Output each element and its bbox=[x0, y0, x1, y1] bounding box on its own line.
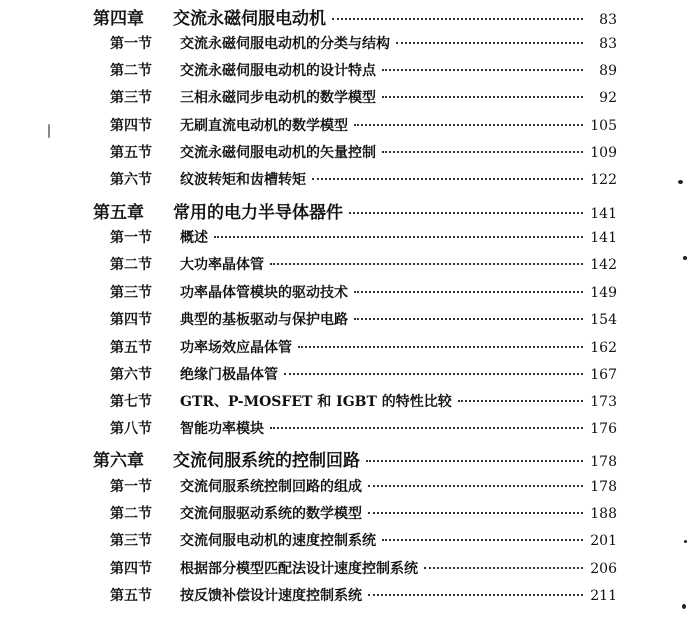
scan-speck bbox=[683, 256, 687, 260]
section-title: 三相永磁同步电动机的数学模型 bbox=[180, 90, 376, 106]
page-number: 141 bbox=[590, 230, 617, 246]
page-number: 154 bbox=[590, 312, 617, 328]
scan-speck bbox=[684, 540, 687, 543]
scan-speck bbox=[48, 124, 50, 138]
dot-leader bbox=[382, 69, 583, 71]
section-label: 第一节 bbox=[110, 36, 152, 52]
page-number: 142 bbox=[590, 257, 617, 273]
section-label: 第三节 bbox=[110, 285, 152, 301]
dot-leader bbox=[458, 400, 583, 402]
dot-leader bbox=[332, 18, 583, 20]
section-title: 根据部分模型匹配法设计速度控制系统 bbox=[180, 561, 418, 577]
section-label: 第五节 bbox=[110, 588, 152, 604]
page-number: 178 bbox=[590, 454, 617, 470]
dot-leader bbox=[284, 373, 583, 375]
section-entry bbox=[110, 530, 617, 550]
page-number: 167 bbox=[590, 367, 617, 383]
chapter-title: 常用的电力半导体器件 bbox=[173, 203, 343, 223]
dot-leader bbox=[382, 96, 583, 98]
section-title: 功率晶体管模块的驱动技术 bbox=[180, 285, 348, 301]
section-title: 按反馈补偿设计速度控制系统 bbox=[180, 588, 362, 604]
section-label: 第三节 bbox=[110, 533, 152, 549]
section-entry bbox=[110, 115, 617, 135]
dot-leader bbox=[396, 42, 583, 44]
page-number: 122 bbox=[590, 172, 617, 188]
section-entry bbox=[110, 364, 617, 384]
section-title: 纹波转矩和齿槽转矩 bbox=[180, 172, 306, 188]
page-number: 211 bbox=[590, 588, 617, 604]
scan-speck bbox=[682, 604, 686, 609]
dot-leader bbox=[424, 567, 583, 569]
section-label: 第一节 bbox=[110, 230, 152, 246]
section-label: 第一节 bbox=[110, 479, 152, 495]
section-title: 交流伺服电动机的速度控制系统 bbox=[180, 533, 376, 549]
section-title: 交流伺服驱动系统的数学模型 bbox=[180, 506, 362, 522]
section-label: 第二节 bbox=[110, 257, 152, 273]
section-entry bbox=[110, 418, 617, 438]
page-number: 105 bbox=[590, 118, 617, 134]
page-number: 141 bbox=[590, 206, 617, 222]
section-title: 智能功率模块 bbox=[180, 421, 264, 437]
section-label: 第二节 bbox=[110, 63, 152, 79]
section-entry bbox=[110, 254, 617, 274]
section-label: 第四节 bbox=[110, 312, 152, 328]
section-entry bbox=[110, 87, 617, 107]
section-entry bbox=[110, 585, 617, 605]
section-entry bbox=[110, 169, 617, 189]
section-label: 第四节 bbox=[110, 561, 152, 577]
section-entry bbox=[110, 476, 617, 496]
dot-leader bbox=[214, 236, 583, 238]
dot-leader bbox=[349, 212, 583, 214]
section-title: 概述 bbox=[180, 230, 208, 246]
chapter-label: 第六章 bbox=[93, 451, 144, 471]
section-label: 第六节 bbox=[110, 172, 152, 188]
dot-leader bbox=[368, 485, 583, 487]
page-number: 173 bbox=[590, 394, 617, 410]
section-title: 功率场效应晶体管 bbox=[180, 340, 292, 356]
section-title: 无刷直流电动机的数学模型 bbox=[180, 118, 348, 134]
dot-leader bbox=[298, 346, 583, 348]
chapter-label: 第五章 bbox=[93, 203, 144, 223]
section-label: 第五节 bbox=[110, 145, 152, 161]
section-label: 第八节 bbox=[110, 421, 152, 437]
chapter-title: 交流伺服系统的控制回路 bbox=[173, 451, 360, 471]
section-label: 第三节 bbox=[110, 90, 152, 106]
chapter-heading bbox=[93, 198, 617, 223]
scan-speck bbox=[678, 180, 683, 184]
section-entry bbox=[110, 558, 617, 578]
page-number: 201 bbox=[590, 533, 617, 549]
dot-leader bbox=[312, 178, 583, 180]
section-entry bbox=[110, 33, 617, 53]
section-entry bbox=[110, 503, 617, 523]
section-label: 第七节 bbox=[110, 394, 152, 410]
page-number: 83 bbox=[599, 12, 617, 28]
section-entry bbox=[110, 142, 617, 162]
section-label: 第五节 bbox=[110, 340, 152, 356]
section-title: 交流永磁伺服电动机的矢量控制 bbox=[180, 145, 376, 161]
dot-leader bbox=[368, 594, 583, 596]
chapter-heading bbox=[93, 4, 617, 29]
dot-leader bbox=[270, 263, 583, 265]
page-number: 83 bbox=[599, 36, 617, 52]
page-number: 109 bbox=[590, 145, 617, 161]
section-label: 第六节 bbox=[110, 367, 152, 383]
dot-leader bbox=[382, 539, 583, 541]
section-title: 交流永磁伺服电动机的设计特点 bbox=[180, 63, 376, 79]
dot-leader bbox=[366, 460, 583, 462]
page-number: 176 bbox=[590, 421, 617, 437]
dot-leader bbox=[354, 318, 583, 320]
section-title: 交流永磁伺服电动机的分类与结构 bbox=[180, 36, 390, 52]
dot-leader bbox=[368, 512, 583, 514]
dot-leader bbox=[270, 427, 583, 429]
section-label: 第二节 bbox=[110, 506, 152, 522]
chapter-heading bbox=[93, 446, 617, 471]
dot-leader bbox=[382, 151, 583, 153]
page-number: 162 bbox=[590, 340, 617, 356]
section-entry bbox=[110, 309, 617, 329]
section-title: 典型的基板驱动与保护电路 bbox=[180, 312, 348, 328]
section-entry bbox=[110, 391, 617, 411]
page-number: 206 bbox=[590, 561, 617, 577]
section-title: 大功率晶体管 bbox=[180, 257, 264, 273]
section-title: 交流伺服系统控制回路的组成 bbox=[180, 479, 362, 495]
chapter-title: 交流永磁伺服电动机 bbox=[173, 9, 326, 29]
section-entry bbox=[110, 337, 617, 357]
section-title: 绝缘门极晶体管 bbox=[180, 367, 278, 383]
section-label: 第四节 bbox=[110, 118, 152, 134]
chapter-label: 第四章 bbox=[93, 9, 144, 29]
section-entry bbox=[110, 60, 617, 80]
page-number: 149 bbox=[590, 285, 617, 301]
dot-leader bbox=[354, 124, 583, 126]
page-number: 188 bbox=[590, 506, 617, 522]
section-entry bbox=[110, 227, 617, 247]
page-number: 178 bbox=[590, 479, 617, 495]
page-number: 89 bbox=[599, 63, 617, 79]
section-entry bbox=[110, 282, 617, 302]
page-number: 92 bbox=[599, 90, 617, 106]
section-title: GTR、P-MOSFET 和 IGBT 的特性比较 bbox=[180, 394, 452, 410]
dot-leader bbox=[354, 291, 583, 293]
